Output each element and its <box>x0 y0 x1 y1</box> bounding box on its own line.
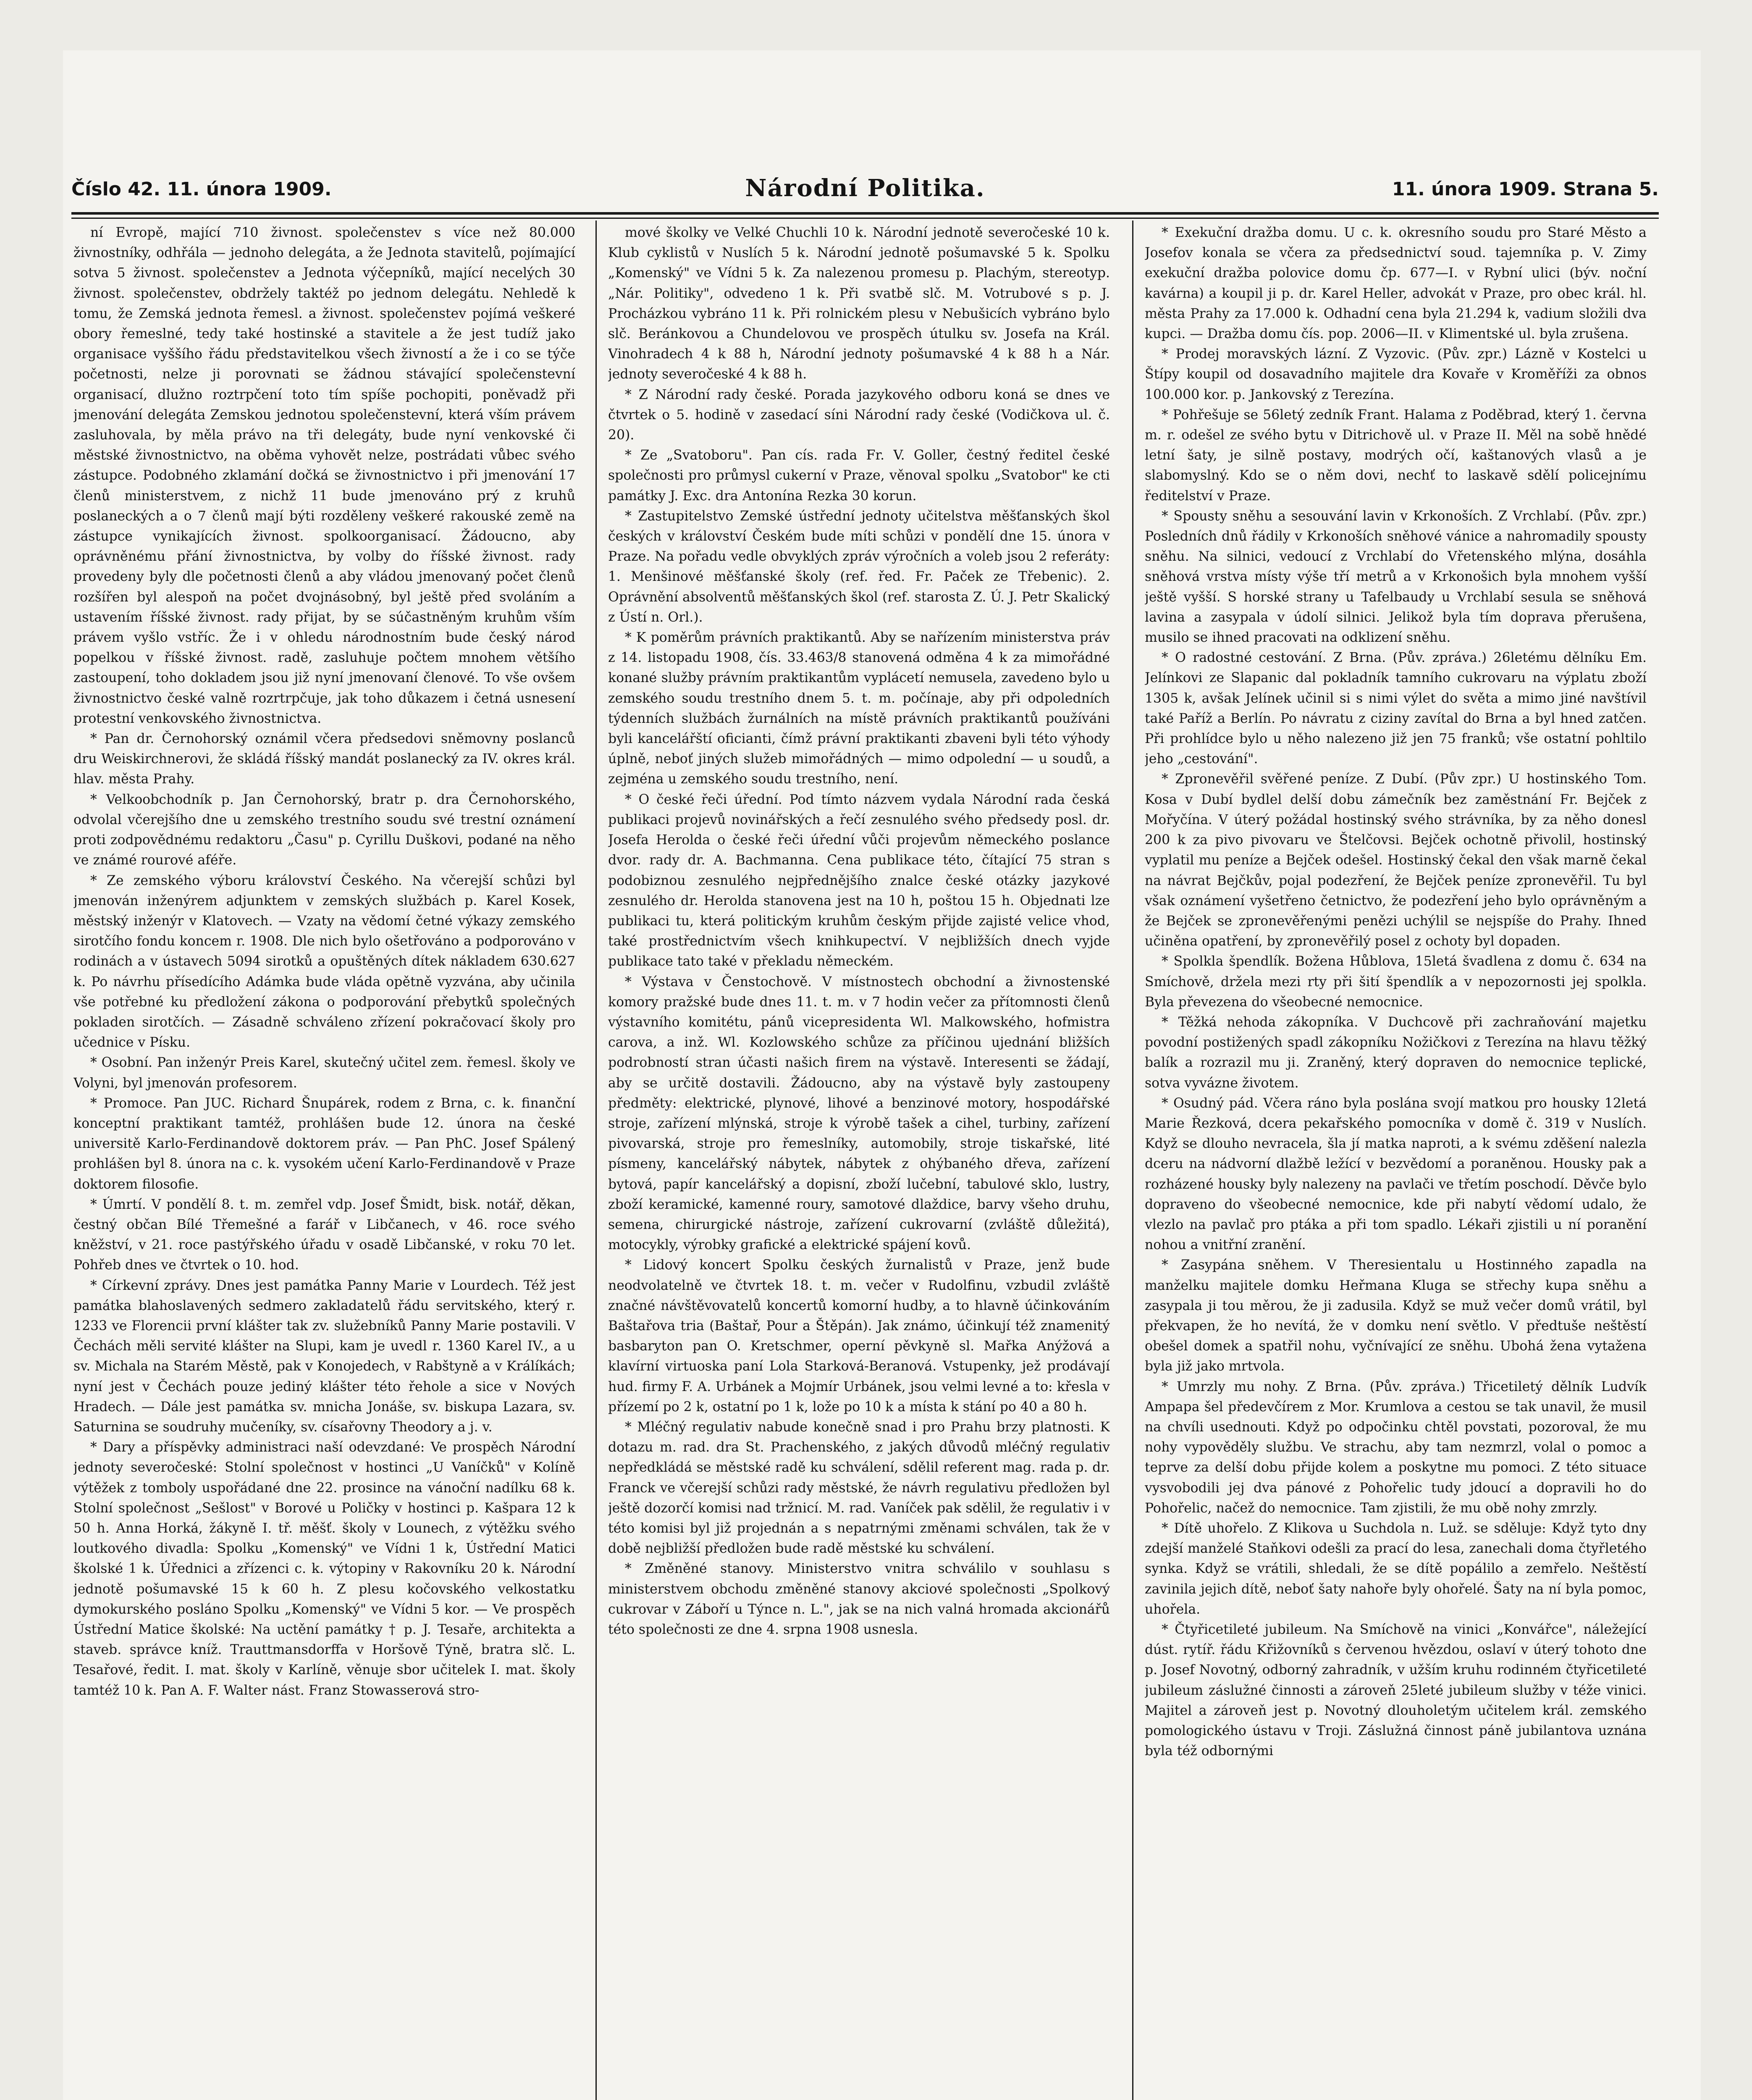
paragraph: * Výstava v Čenstochově. V místnostech obchodní a živnostenské komory pražské bude dnes 11. t. m. v 7 hodin večer za přítomnosti členů výstavního komitétu, pánů vicepresidenta Wl. Malkowského, hofmistra carova, a inž. Wl. Kozlowského schůze za příčinou ujednání bližších podrobností stran účasti našich firem na výstavě. Interesenti se žádají, aby se určitě dostavili. Žádoucno, aby na výstavě byly zastoupeny předměty: elektrické, plynové, lihové a benzinové motory, hospodářské stroje, zařízení mlýnská, stroje k výrobě tašek a cihel, turbiny, zařízení pivovarská, stroje pro řemeslníky, automobily, stroje tiskařské, lité písmeny, kancelářský nábytek, nábytek z ohýbaného dřeva, zařízení bytová, papír kancelářský a dopisní, zboží lučební, tabulové sklo, lustry, zboží keramické, kamenné roury, samotové dlaždice, barvy všeho druhu, semena, chirurgické nástroje, zařízení cukrovarní (zvláště důležitá), motocykly, výrobky grafické a elektrické spájení kovů. <box>608 974 1110 1253</box>
column-divider <box>1132 220 1133 2100</box>
paragraph: mové školky ve Velké Chuchli 10 k. Národní jednotě severočeské 10 k. Klub cyklistů v Nuslích 5 k. Národní jednotě pošumavské 5 k. Spolku „Komenský" ve Vídni 5 k. Za nalezenou promesu p. Plachým, stereotyp. „Nár. Politiky", odvedeno 1 k. Při svatbě slč. M. Votrubové s p. J. Procházkou vybráno 11 k. Při rolnickém plesu v Nebušicích vybráno bylo slč. Beránkovou a Chundelovou ve prospěch útulku sv. Josefa na Král. Vinohradech 4 k 88 h, Národní jednoty pošumavské 4 k 88 h a Nár. jednoty severočeské 4 k 88 h. <box>608 225 1110 382</box>
paragraph: * K poměrům právních praktikantů. Aby se nařízením ministerstva práv z 14. listopadu 1908, čís. 33.463/8 stanovená odměna 4 k za mimořádné konané služby právním praktikantům vyplácetí nemusela, zavedeno bylo u zemského soudu trestního dnem 5. t. m. počínaje, aby při odpoledních týdenních službách žurnálních na místě právních praktikantů používáni byli kancelářští oficianti, čímž právní praktikanti zbaveni byli této výhody úplně, neboť jiných služeb mimořádných — mimo odpolední — u soudů, a zejména u zemského soudu trestního, není. <box>608 630 1110 787</box>
column-3 <box>1145 223 1647 2100</box>
header-rule <box>71 212 1659 215</box>
paragraph: * Změněné stanovy. Ministerstvo vnitra schválilo v souhlasu s ministerstvem obchodu změněné stanovy akciové společnosti „Spolkový cukrovar v Záboří u Týnce n. L.", jak se na nich valná hromada akcionářů této společnosti ze dne 4. srpna 1908 usnesla. <box>608 1561 1110 1638</box>
date-and-page: 11. února 1909. Strana 5. <box>1392 178 1659 200</box>
column-divider <box>595 220 597 2100</box>
paragraph: * Z Národní rady české. Porada jazykového odboru koná se dnes ve čtvrtek o 5. hodině v zasedací síni Národní rady české (Vodičkova ul. č. 20). <box>608 387 1110 443</box>
paragraph: * Čtyřicetileté jubileum. Na Smíchově na vinici „Konvářce", náležející dúst. rytíř. řádu Křižovníků s červenou hvězdou, oslaví v úterý tohoto dne p. Josef Novotný, odborný zahradník, v užším kruhu rodinném čtyřicetileté jubileum záslužné činnosti a zároveň 25leté jubileum služby v téže vinici. Majitel a zároveň jest p. Novotný dlouholetým učitelem král. zemského pomologického ústavu v Troji. Záslužná činnost páně jubilantova uznána byla též odbornými <box>1145 1622 1647 1759</box>
paragraph: * Pan dr. Černohorský oznámil včera předsedovi sněmovny poslanců dru Weiskirchnerovi, že skládá říšský mandát poslanecký za IV. okres král. hlav. města Prahy. <box>73 731 575 787</box>
paragraph: * Spolkla špendlík. Božena Hůblova, 15letá švadlena z domu č. 634 na Smíchově, držela mezi rty při šití špendlík a v nepozornosti jej spolkla. Byla převezena do všeobecné nemocnice. <box>1145 954 1647 1010</box>
paragraph: * Lidový koncert Spolku českých žurnalistů v Praze, jenž bude neodvolatelně ve čtvrtek 18. t. m. večer v Rudolfinu, vzbudil zvláště značné návštěvovatelů koncertů komorní hudby, a to hlavně účinkováním Baštařova tria (Baštař, Pour a Štěpán). Jak známo, účinkují též znamenitý basbaryton pan O. Kretschmer, operní pěvkyně sl. Mařka Anýžová a klavírní virtuoska paní Lola Starková-Beranová. Vstupenky, jež prodávají hud. firmy F. A. Urbánek a Mojmír Urbánek, jsou velmi levné a to: křesla v přízemí po 2 k, ostatní po 1 k, lože po 10 k a místa k stání po 40 a 80 h. <box>608 1257 1110 1415</box>
paragraph: * Ze „Svatoboru". Pan cís. rada Fr. V. Goller, čestný ředitel české společnosti pro průmysl cukerní v Praze, věnoval spolku „Svatobor" ke cti památky J. Exc. dra Antonína Rezka 30 korun. <box>608 448 1110 504</box>
paragraph: * Umrzly mu nohy. Z Brna. (Pův. zpráva.) Třicetiletý dělník Ludvík Ampapa šel předevčírem z Mor. Krumlova a cestou se tak unavil, že musil na chvíli usednouti. Když po odpočinku chtěl povstati, pozoroval, že mu nohy vypověděly službu. Ve strachu, aby tam nezmrzl, volal o pomoc a teprve za delší dobu přijde kolem a poskytne mu pomoci. Z této situace vysvobodili jej dva pánové z Pohořelic tudy jdoucí a dopravili ho do Pohořelic, načež do nemocnice. Tam zjistili, že mu obě nohy zmrzly. <box>1145 1379 1647 1516</box>
paragraph: * Zasypána sněhem. V Theresientalu u Hostinného zapadla na manželku majitele domku Heřmana Kluga se střechy kupa sněhu a zasypala ji tou měrou, že ji zadusila. Když se muž večer domů vrátil, byl překvapen, že ho nevítá, že v domku není světlo. V předtuše neštěstí obešel domek a spatřil nohu, vyčnívající ze sněhu. Ubohá žena vytažena byla již jako mrtvola. <box>1145 1257 1647 1374</box>
paragraph: * O radostné cestování. Z Brna. (Pův. zpráva.) 26letému dělníku Em. Jelínkovi ze Slapanic dal pokladník tamního cukrovaru na výplatu zboží 1305 k, avšak Jelínek učinil si s nimi výlet do světa a mimo jiné navštívil také Paříž a Berlín. Po návratu z ciziny zavítal do Brna a byl hned zatčen. Při prohlídce bylo u něho nalezeno již jen 75 franků; vše ostatní pohltilo jeho „cestování". <box>1145 650 1647 767</box>
paragraph: * Dary a příspěvky administraci naší odevzdané: Ve prospěch Národní jednoty severočeské: Stolní společnost v hostinci „U Vaníčků" v Kolíně výtěžek z tomboly uspořádané dne 22. prosince na vánoční nadílku 68 k. Stolní společnost „Sešlost" v Borové u Poličky v hostinci p. Kašpara 12 k 50 h. Anna Horká, žákyně I. tř. měšť. školy v Lounech, z výtěžku svého loutkového divadla: Spolku „Komenský" ve Vídni 1 k, Ústřední Matici školské 1 k. Úřednici a zřízenci c. k. výtopiny v Rakovníku 20 k. Národní jednotě pošumavské 15 k 60 h. Z plesu kočovského velkostatku dymokurského posláno Spolku „Komenský" ve Vídni 5 kor. — Ve prospěch Ústřední Matice školské: Na uctění památky † p. J. Tesaře, architekta a staveb. správce kníž. Trauttmansdorffa v Horšově Týně, bratra slč. L. Tesařové, ředit. I. mat. školy v Karlíně, věnuje sbor učitelek I. mat. školy tamtéž 10 k. Pan A. F. Walter nást. Franz Stowasserová stro- <box>73 1440 575 1698</box>
paragraph: * Zastupitelstvo Zemské ústřední jednoty učitelstva měšťanských škol českých v království Českém bude míti schůzi v pondělí dne 15. února v Praze. Na pořadu vedle obvyklých zpráv výročních a voleb jsou 2 referáty: 1. Menšinové měšťanské školy (ref. řed. Fr. Paček ze Třebenic). 2. Oprávnění absolventů měšťanských škol (ref. starosta Z. Ú. J. Petr Skalický z Ústí n. Orl.). <box>608 508 1110 625</box>
paragraph: * Dítě uhořelo. Z Klikova u Suchdola n. Luž. se sděluje: Když tyto dny zdejší manželé Staňkovi odešli za prací do lesa, zanechali doma čtyřletého synka. Když se vrátili, shledali, že se dítě popálilo a zemřelo. Neštěstí zavinila jejich dítě, neboť šaty nahoře byly ohořelé. Šaty na ní byla pomoc, uhořela. <box>1145 1521 1647 1617</box>
paragraph: * Promoce. Pan JUC. Richard Šnupárek, rodem z Brna, c. k. finanční konceptní praktikant tamtéž, prohlášen bude 12. února na české universitě Karlo-Ferdinandově doktorem práv. — Pan PhC. Josef Spálený prohlášen byl 8. února na c. k. vysokém učení Karlo-Ferdinandově v Praze doktorem filosofie. <box>73 1095 575 1192</box>
paragraph: * Spousty sněhu a sesouvání lavin v Krkonoších. Z Vrchlabí. (Pův. zpr.) Posledních dnů řádily v Krkonoších sněhové vánice a nahromadily spousty sněhu. Na silnici, vedoucí z Vrchlabí do Vřetenského mlýna, dosáhla sněhová vrstva místy výše tří metrů a v Krkonošich byla mnohem vyšší ještě vyšší. S horské strany u Tafelbaudy u Vrchlabí sesula se sněhová lavina a zasypala v údolí silnici. Jelikož byla tím doprava přerušena, musilo se ihned pracovati na odklizení sněhu. <box>1145 508 1647 646</box>
paragraph: * Úmrtí. V pondělí 8. t. m. zemřel vdp. Josef Šmidt, bisk. notář, děkan, čestný občan Bílé Třemešné a farář v Libčanech, v 46. roce svého kněžství, v 21. roce pastýřského úřadu v osadě Libčanské, v roku 70 let. Pohřeb dnes ve čtvrtek o 10. hod. <box>73 1197 575 1273</box>
paragraph: * Těžká nehoda zákopníka. V Duchcově při zachraňování majetku povodní postižených spadl zákopníku Nožičkovi z Terezína na hlavu těžký balík a rozrazil mu ji. Zraněný, který dopraven do nemocnice teplické, sotva vyvázne životem. <box>1145 1014 1647 1091</box>
column-1 <box>73 223 575 2100</box>
paragraph: * Velkoobchodník p. Jan Černohorský, bratr p. dra Černohorského, odvolal včerejšího dne u zemského trestního soudu své trestní oznámení proti zodpovědnému redaktoru „Času" p. Cyrillu Duškovi, podané na něho ve známé rourové aféře. <box>73 792 575 868</box>
paragraph: * Mléčný regulativ nabude konečně snad i pro Prahu brzy platnosti. K dotazu m. rad. dra St. Prachenského, z jakých důvodů mléčný regulativ nepředkládá se městské radě ku schválení, sdělil referent mag. rada p. dr. Franck ve včerejší schůzi rady městské, že návrh regulativu předložen byl ještě dozorčí komisi nad tržnicí. M. rad. Vaníček pak sdělil, že regulativ i v této komisi byl již projednán a s nepatrnými změnami schválen, tak že v době nejbližší předložen bude radě městské ku schválení. <box>608 1419 1110 1557</box>
paragraph: * Pohřešuje se 56letý zedník Frant. Halama z Poděbrad, který 1. června m. r. odešel ze svého bytu v Ditrichově ul. v Praze II. Měl na sobě hnědé letní šaty, je silně postavy, modrých očí, kaštanových vlasů a je slabomyslný. Kdo se o něm dovi, nechť to laskavě sdělí policejnímu ředitelství v Praze. <box>1145 407 1647 504</box>
paragraph: * Zpronevěřil svěřené peníze. Z Dubí. (Pův zpr.) U hostinského Tom. Kosa v Dubí bydlel delší dobu zámečník bez zaměstnání Fr. Bejček z Mořyčína. V úterý požádal hostinský svého strávníka, by za něho donesl 200 k za pivo pivovaru ve Štelčovsi. Bejček ochotně přivolil, hostinský vyplatil mu peníze a Bejček odešel. Hostinský čekal den však marně čekal na návrat Bejčkův, pojal podezření, že Bejček peníze zpronevěřil. Tu byl však oznámení vyšetřeno četnictvo, že podezření jeho bylo oprávněným a že Bejček se zpronevěřenými penězi uchýlil se nejspíše do Prahy. Ihned učiněna opatření, by zpronevěřilý posel z ochoty byl dopaden. <box>1145 772 1647 949</box>
paragraph: * Osobní. Pan inženýr Preis Karel, skutečný učitel zem. řemesl. školy ve Volyni, byl jmenován profesorem. <box>73 1055 575 1091</box>
paragraph: * Prodej moravských lázní. Z Vyzovic. (Pův. zpr.) Lázně v Kostelci u Štípy koupil od dosavadního majitele dra Kovaře v Kroměříži za obnos 100.000 kor. p. Jankovský z Terezína. <box>1145 346 1647 402</box>
paragraph: * Exekuční dražba domu. U c. k. okresního soudu pro Staré Město a Josefov konala se včera za předsednictví soud. tajemníka p. V. Zimy exekuční dražba polovice domu čp. 677—I. v Rybní ulici (býv. noční kavárna) a koupil ji p. dr. Karel Heller, advokát v Praze, pro obec král. hl. města Prahy za 17.000 k. Odhadní cena byla 21.294 k, vadium složili dva kupci. — Dražba domu čís. pop. 2006—II. v Klimentské ul. byla zrušena. <box>1145 225 1647 342</box>
masthead-title: Národní Politika. <box>745 174 985 202</box>
column-2 <box>608 223 1110 2100</box>
issue-number: Číslo 42. 11. února 1909. <box>71 178 332 200</box>
paragraph: * Ze zemského výboru království Českého. Na včerejší schůzi byl jmenován inženýrem adjunktem v zemských službách p. Karel Kosek, městský inženýr v Klatovech. — Vzaty na vědomí četné výkazy zemského sirotčího fondu koncem r. 1908. Dle nich bylo ošetřováno a podporováno v rodinách a v ústavech 5094 sirotků a opuštěných dítek nákladem 630.627 k. Po návrhu přísedícího Adámka bude vláda opětně vyzvána, aby učinila vše potřebné ku předložení zákona o podporování přebytků společných pokladen sirotčích. — Zásadně schváleno zřízení pokračovací školy pro učednice v Písku. <box>73 873 575 1050</box>
paragraph: * Osudný pád. Včera ráno byla poslána svojí matkou pro housky 12letá Marie Řezková, dcera pekařského pomocníka v domě č. 319 v Nuslích. Když se dlouho nevracela, šla jí matka naproti, a k svému zděšení nalezla dceru na nádvorní dlažbě ležící v bezvědomí a poraněnou. Housky pak a rozházené housky byly nalezeny na pavlači ve třetím poschodí. Děvče bylo dopraveno do všeobecné nemocnice, kde při nabytí vědomí udalo, že vlezlo na pavlač pro ptáka a při tom spadlo. Lékaři zjistili u ní poranění nohou a vnitřní zranění. <box>1145 1095 1647 1253</box>
page-header <box>71 166 1659 212</box>
paragraph: * Církevní zprávy. Dnes jest památka Panny Marie v Lourdech. Též jest památka blahoslavených sedmero zakladatelů řádu servitského, který r. 1233 ve Florencii první klášter tak zv. služebníků Panny Marie postavili. V Čechách měli servité klášter na Slupi, kam je uvedl r. 1360 Karel IV., a u sv. Michala na Starém Městě, pak v Konojedech, v Rabštyně a v Králíkách; nyní jest v Čechách pouze jediný klášter této řehole a sice v Nových Hradech. — Dále jest památka sv. mnicha Jonáše, sv. biskupa Lazara, sv. Saturnina se soudruhy mučeníky, sv. císařovny Theodory a j. v. <box>73 1278 575 1435</box>
header-rule-thin <box>71 218 1659 219</box>
paragraph: ní Evropě, mající 710 živnost. společenstev s více než 80.000 živnostníky, odhřála — jednoho delegáta, a že Jednota stavitelů, pojímající sotva 5 živnost. společenstev a Jednota výčepníků, mající necelých 30 živnost. společenstev, obdržely taktéž po jednom delegátu. Nehledě k tomu, že Zemská jednota řemesl. a živnost. společenstev pojímá veškeré obory řemeslné, tedy také hostinské a stavitele a že jest tudíž jako organisace vyššího řádu představitelkou všech živností a že i co se týče početnosti, nelze ji porovnati se žádnou stávající společenstevní organisací, dlužno roztrpčení toto tím spíše pochopiti, poněvadž při jmenování delegáta Zemskou jednotou společenstevní, která vším právem zasluhovala, by měla právo na tři delegáty, bude nyní venkovské či městské živnostnictvo, na oběma vyhovět nelze, postrádati vůbec svého zástupce. Podobného zklamání dočká se živnostnictvo i při jmenování 17 členů ministerstvem, z nichž 11 bude jmenováno prý z kruhů poslaneckých a o 7 členů mají býti rozděleny veškeré rakouské země na zástupce vynikajících živnost. spolkoorganisací. Žádoucno, aby oprávněnému přání živnostnictva, by volby do říšské živnost. rady provedeny byly dle početnosti členů a aby vládou jmenovaný počet členů rozšířen byl alespoň na počet dvojnásobný, byl ještě před svoláním a ustavením říšské živnost. rady přijat, by se súčastněným kruhům vším právem vyšlo vstříc. Že i v ohledu národnostním bude český národ popelkou v říšské živnost. radě, zasluhuje počtem mnohem většího zastoupení, toho dokladem jsou již nyní jmenovaní členové. To vše ovšem živnostnictvo české valně rozrtrpčuje, jak toho důkazem i četná usnesení protestní venkovského živnostnictva. <box>73 225 575 726</box>
paragraph: * O české řeči úřední. Pod tímto názvem vydala Národní rada česká publikaci projevů novinářských a řečí zesnulého svého předsedy posl. dr. Josefa Herolda o české řeči úřední vůči projevům německého poslance dvor. rady dr. A. Bachmanna. Cena publikace této, čítající 75 stran s podobiznou zesnulého nejpřednějšího znalce české otázky jazykové zesnulého dr. Herolda stanovena jest na 10 h, poštou 15 h. Objednati lze publikaci tu, která politickým kruhům českým přijde zajisté velice vhod, také prostřednictvím všech knihkupectví. V nejbližších dnech vyjde publikace tato také v překladu německém. <box>608 792 1110 969</box>
